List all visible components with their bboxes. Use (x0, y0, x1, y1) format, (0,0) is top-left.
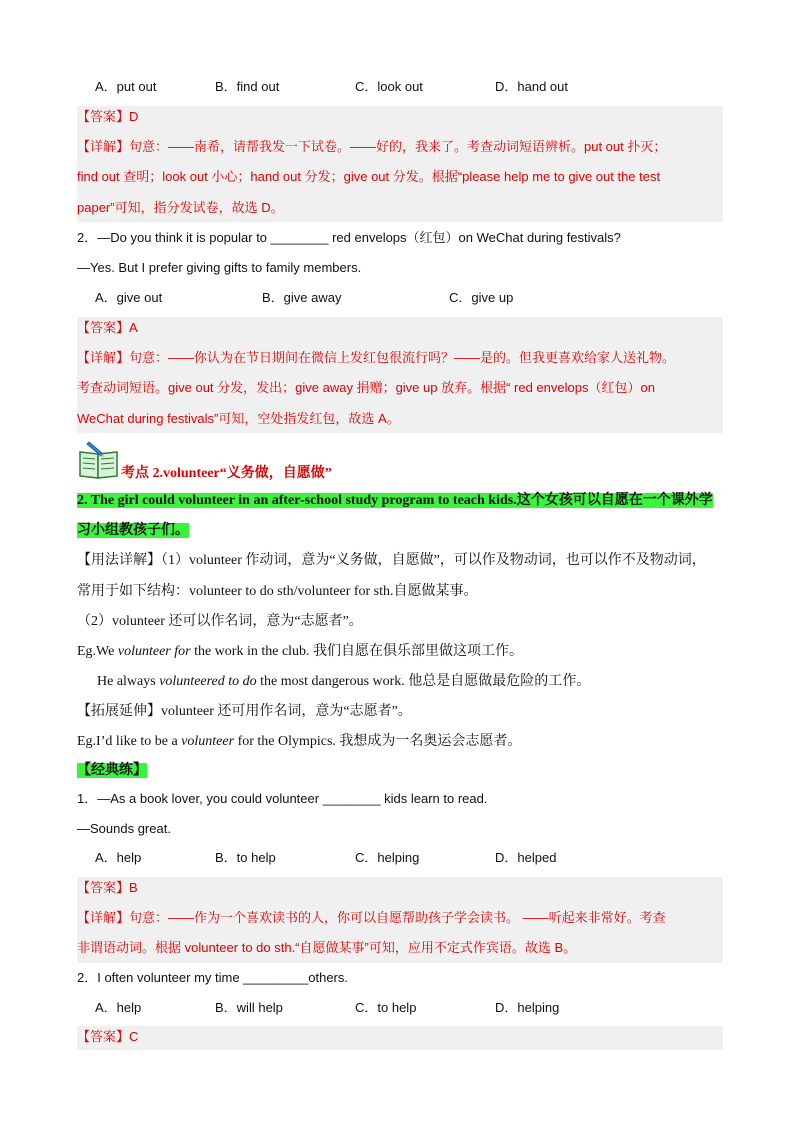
practice-label: 【经典练】 (77, 763, 147, 778)
explanation-line: 【详解】句意：——作为一个喜欢读书的人，你可以自愿帮助孩子学会读书。 ——听起来非常好。考查 (77, 910, 666, 925)
answer-label: 【答案】A (77, 317, 723, 343)
explanation-line: 【详解】句意：——你认为在节日期间在微信上发红包很流行吗？——是的。但我更喜欢给家人送礼物。 (77, 350, 676, 365)
question-reply: —Yes. But I prefer giving gifts to family members. (77, 260, 362, 275)
option-a: A．give out (95, 290, 163, 305)
option-d: D．hand out (495, 79, 568, 94)
answer-label: 【答案】D (77, 106, 723, 132)
explanation-line: find out 查明；look out 小心；hand out 分发；give out 分发。根据“please help me to give out the test (77, 169, 661, 184)
usage-text: 常用于如下结构：volunteer to do sth/volunteer for sth.自愿做某事。 (77, 584, 478, 599)
option-a: A．help (95, 1000, 142, 1015)
answer-label: 【答案】C (77, 1026, 723, 1050)
usage-text: 【用法详解】（1）volunteer 作动词，意为“义务做，自愿做”，可以作及物动词，也可以作不及物动词， (77, 553, 706, 568)
option-c: C．helping (355, 850, 420, 865)
option-b: B．will help (215, 1000, 283, 1015)
option-d: D．helping (495, 1000, 560, 1015)
question-reply: —Sounds great. (77, 821, 171, 836)
option-c: C．look out (355, 79, 423, 94)
section-title: 考点 2.volunteer“义务做，自愿做” (121, 466, 332, 481)
example-line: Eg.We volunteer for the work in the club. 我们自愿在俱乐部里做这项工作。 (77, 644, 524, 659)
extension-text: 【拓展延伸】volunteer 还可用作名词，意为“志愿者”。 (77, 704, 412, 719)
example-sentence: 2. The girl could volunteer in an after-school study program to teach kids.这个女孩可以自愿在一个课外学 (77, 493, 713, 508)
explanation-line: WeChat during festivals”可知，空处指发红包，故选 A。 (77, 411, 400, 426)
question-stem: 1．—As a book lover, you could volunteer ________ kids learn to read. (77, 791, 488, 806)
explanation-line: 【详解】句意：——南希，请帮我发一下试卷。——好的，我来了。考查动词短语辨析。put out 扑灭； (77, 139, 667, 154)
example-sentence: 习小组教孩子们。 (77, 523, 189, 538)
answer-label: 【答案】B (77, 877, 723, 903)
explanation-line: 考查动词短语。give out 分发，发出；give away 捐赠；give up 放弃。根据“ red envelops（红包）on (77, 380, 655, 395)
option-d: D．helped (495, 850, 557, 865)
option-b: B．to help (215, 850, 276, 865)
question-stem: 2．I often volunteer my time _________others. (77, 970, 348, 985)
options-row (77, 999, 723, 1017)
usage-text: （2）volunteer 还可以作名词，意为“志愿者”。 (77, 614, 363, 629)
explanation-line: 非谓语动词。根据 volunteer to do sth.“自愿做某事”可知，应用不定式作宾语。故选 B。 (77, 940, 577, 955)
option-a: A．help (95, 850, 142, 865)
option-b: B．find out (215, 79, 280, 94)
example-line: Eg.I’d like to be a volunteer for the Olympics. 我想成为一名奥运会志愿者。 (77, 734, 522, 749)
options-row (77, 289, 723, 307)
option-c: C．give up (449, 290, 514, 305)
options-row (77, 849, 723, 867)
options-row (77, 78, 723, 96)
example-line: He always volunteered to do the most dangerous work. 他总是自愿做最危险的工作。 (97, 674, 591, 689)
question-stem: 2．—Do you think it is popular to ________ red envelops（红包）on WeChat during festivals? (77, 230, 621, 245)
explanation-line: paper”可知，指分发试卷，故选 D。 (77, 200, 284, 215)
option-c: C．to help (355, 1000, 417, 1015)
option-a: A．put out (95, 79, 157, 94)
book-pencil-icon (77, 440, 121, 480)
option-b: B．give away (262, 290, 342, 305)
